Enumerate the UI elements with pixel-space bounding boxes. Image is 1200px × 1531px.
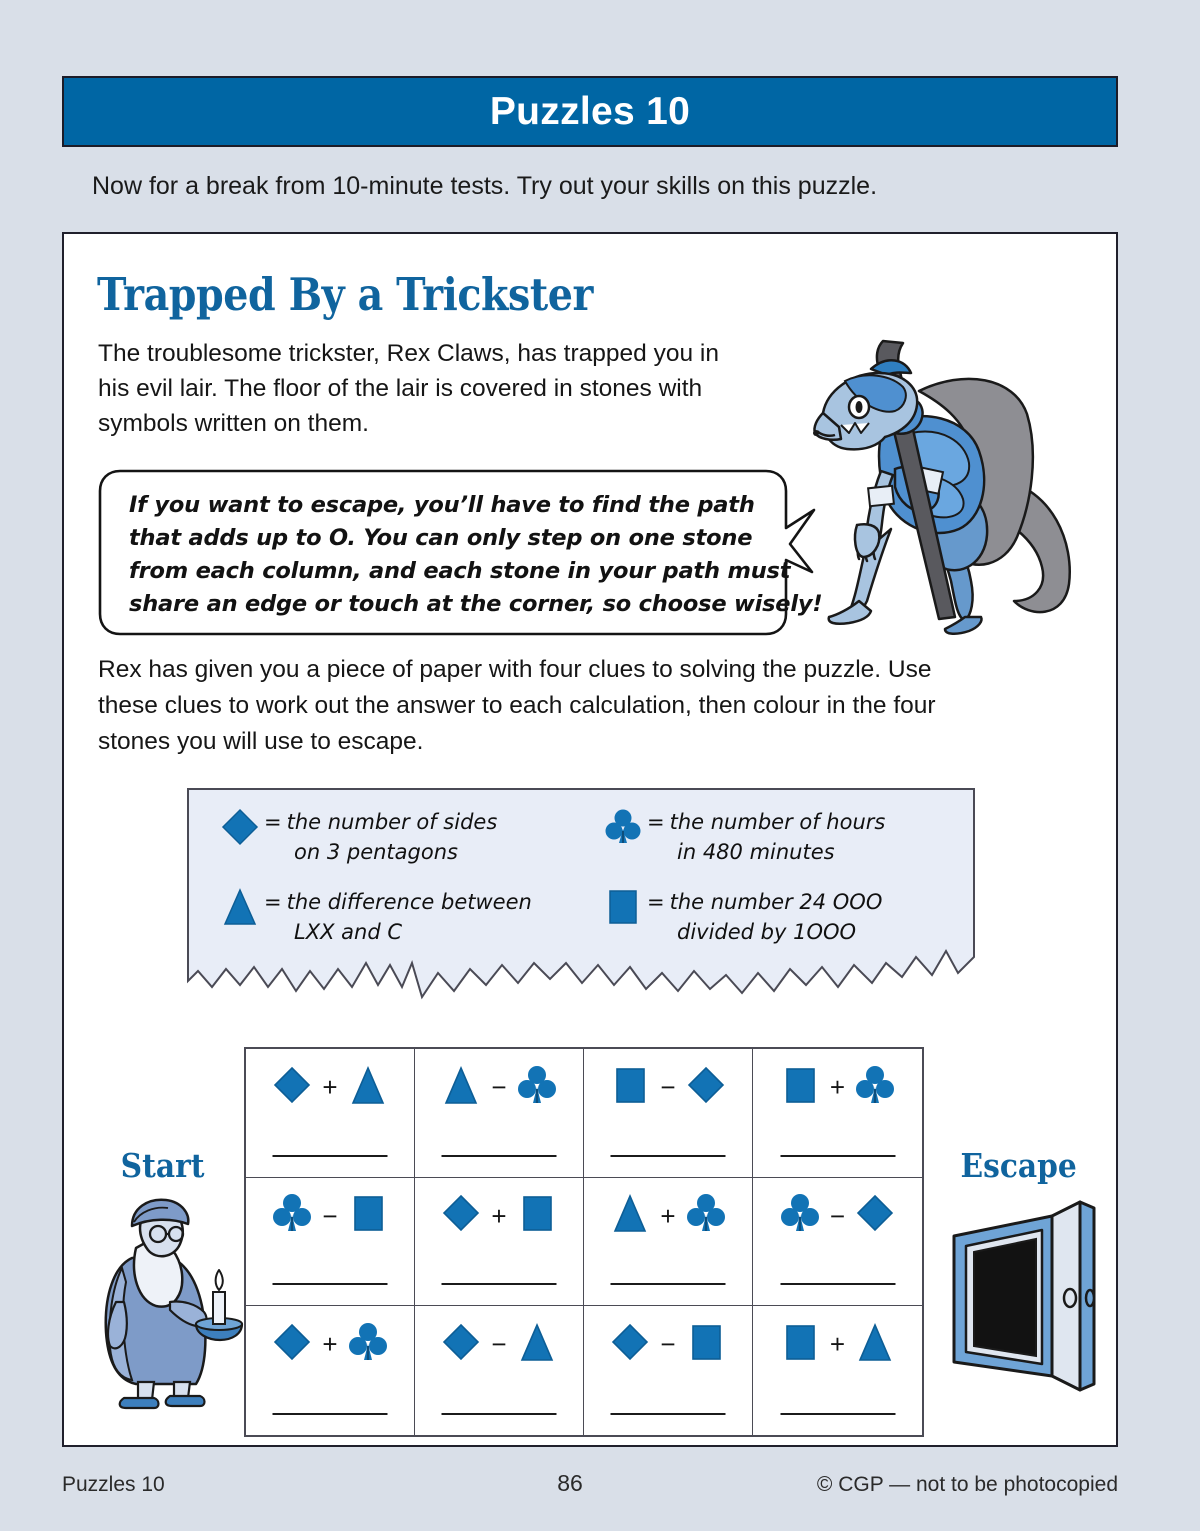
stone-expression (272, 1320, 387, 1368)
operator-sign: + (491, 1200, 507, 1231)
club-icon (599, 805, 647, 847)
start-label: Start (120, 1146, 205, 1185)
diamond-icon (272, 1064, 312, 1111)
speech-bubble (98, 468, 828, 638)
stone-cell[interactable] (753, 1178, 922, 1307)
answer-blank[interactable] (780, 1413, 895, 1415)
square-icon (780, 1064, 820, 1111)
triangle-icon (517, 1321, 557, 1368)
answer-blank[interactable] (442, 1283, 557, 1285)
clue-line-1: the number 24 OOO (669, 890, 883, 914)
page-footer (62, 1470, 1118, 1497)
operator-sign: + (660, 1200, 676, 1231)
answer-blank[interactable] (273, 1283, 388, 1285)
square-icon (686, 1321, 726, 1368)
club-icon (686, 1191, 726, 1240)
speech-bubble-text (129, 489, 823, 621)
answer-blank[interactable] (780, 1283, 895, 1285)
page-title: Puzzles 10 (489, 89, 691, 133)
puzzle-content-panel (62, 232, 1118, 1447)
stone-cell[interactable] (753, 1049, 922, 1178)
clue-list (186, 805, 976, 947)
stone-cell[interactable] (584, 1049, 753, 1178)
diamond-icon (610, 1321, 650, 1368)
clue-item (581, 885, 976, 947)
clue-paper (186, 787, 976, 1002)
equals-sign: = (264, 810, 282, 834)
clue-line-2: divided by 1OOO (677, 920, 857, 944)
answer-blank[interactable] (442, 1155, 557, 1157)
stone-cell[interactable] (415, 1306, 584, 1435)
diamond-icon (855, 1192, 895, 1239)
footer-copyright: © CGP — not to be photocopied (816, 1473, 1118, 1496)
answer-blank[interactable] (273, 1413, 388, 1415)
stone-cell[interactable] (584, 1178, 753, 1307)
rex-claws-illustration (799, 329, 1109, 659)
operator-sign: + (322, 1329, 338, 1360)
clue-text (647, 805, 885, 867)
clue-line-2: in 480 minutes (677, 840, 835, 864)
clue-line-1: the difference between (286, 890, 532, 914)
stone-expression (610, 1063, 725, 1111)
stone-expression (272, 1192, 387, 1240)
clue-text (264, 885, 532, 947)
clue-item (186, 885, 581, 947)
triangle-icon (441, 1064, 481, 1111)
square-icon (780, 1321, 820, 1368)
clue-text (264, 805, 497, 867)
bubble-line-3: from each column, and each stone in your path must (129, 558, 791, 584)
club-icon (855, 1063, 895, 1112)
stone-expression (610, 1192, 725, 1240)
stone-cell[interactable] (584, 1306, 753, 1435)
answer-blank[interactable] (780, 1155, 895, 1157)
stone-grid (244, 1047, 924, 1437)
club-icon (272, 1191, 312, 1240)
old-man-with-candle-illustration (92, 1196, 252, 1411)
stone-cell[interactable] (246, 1306, 415, 1435)
stone-expression (441, 1320, 556, 1368)
stone-expression (441, 1063, 556, 1111)
clue-line-1: the number of hours (669, 810, 886, 834)
answer-blank[interactable] (611, 1283, 726, 1285)
clue-line-2: on 3 pentagons (294, 840, 458, 864)
page-number: 86 (557, 1470, 583, 1496)
operator-sign: − (829, 1200, 846, 1231)
operator-sign: + (829, 1329, 846, 1360)
equals-sign: = (647, 890, 665, 914)
clue-line-1: the number of sides (286, 810, 498, 834)
stone-cell[interactable] (415, 1178, 584, 1307)
operator-sign: + (322, 1072, 338, 1102)
club-icon (780, 1191, 820, 1240)
stone-cell[interactable] (246, 1178, 415, 1307)
square-icon (610, 1064, 650, 1111)
answer-blank[interactable] (442, 1413, 557, 1415)
bubble-line-4: share an edge or touch at the corner, so choose wisely! (129, 591, 823, 617)
operator-sign: − (660, 1072, 676, 1102)
answer-blank[interactable] (611, 1155, 726, 1157)
triangle-icon (348, 1064, 388, 1111)
clue-item (581, 805, 976, 867)
bubble-line-2: that adds up to O. You can only step on one stone (129, 525, 753, 551)
operator-sign: − (491, 1329, 507, 1360)
diamond-icon (441, 1321, 481, 1368)
stone-cell[interactable] (753, 1306, 922, 1435)
operator-sign: − (322, 1200, 338, 1231)
diamond-icon (272, 1321, 312, 1368)
club-icon (517, 1063, 557, 1112)
triangle-icon (855, 1321, 895, 1368)
stone-expression (780, 1063, 895, 1111)
stone-cell[interactable] (246, 1049, 415, 1178)
puzzle-title: Trapped By a Trickster (97, 268, 593, 321)
square-icon (599, 885, 647, 927)
equals-sign: = (264, 890, 282, 914)
clue-item (186, 805, 581, 867)
clue-text (647, 885, 882, 947)
triangle-icon (216, 885, 264, 927)
intro-line: Now for a break from 10-minute tests. Try out your skills on this puzzle. (92, 172, 878, 200)
stone-expression (272, 1063, 387, 1111)
equals-sign: = (647, 810, 665, 834)
bubble-line-1: If you want to escape, you’ll have to find the path (129, 492, 755, 518)
triangle-icon (610, 1192, 650, 1239)
puzzle-body-paragraph: Rex has given you a piece of paper with four clues to solving the puzzle. Use these clues to work out the answer to each calculation, then colour in the four stones you will use to escape. (98, 656, 936, 755)
diamond-icon (441, 1192, 481, 1239)
puzzle-intro-paragraph: The troublesome trickster, Rex Claws, has trapped you in his evil lair. The floor of the lair is covered in stones with symbols written on them. (98, 340, 719, 437)
answer-blank[interactable] (611, 1413, 726, 1415)
club-icon (348, 1320, 388, 1369)
operator-sign: − (491, 1072, 507, 1102)
operator-sign: + (829, 1072, 846, 1102)
footer-left-label: Puzzles 10 (62, 1473, 165, 1496)
square-icon (517, 1192, 557, 1239)
open-door-illustration (944, 1194, 1109, 1409)
stone-expression (780, 1320, 895, 1368)
stone-expression (441, 1192, 556, 1240)
diamond-icon (216, 805, 264, 847)
page-header-banner (62, 76, 1118, 147)
stone-cell[interactable] (415, 1049, 584, 1178)
clue-line-2: LXX and C (294, 920, 402, 944)
square-icon (348, 1192, 388, 1239)
diamond-icon (686, 1064, 726, 1111)
stone-expression (610, 1320, 725, 1368)
escape-label: Escape (960, 1146, 1077, 1185)
answer-blank[interactable] (273, 1155, 388, 1157)
operator-sign: − (660, 1329, 676, 1360)
stone-expression (780, 1192, 895, 1240)
